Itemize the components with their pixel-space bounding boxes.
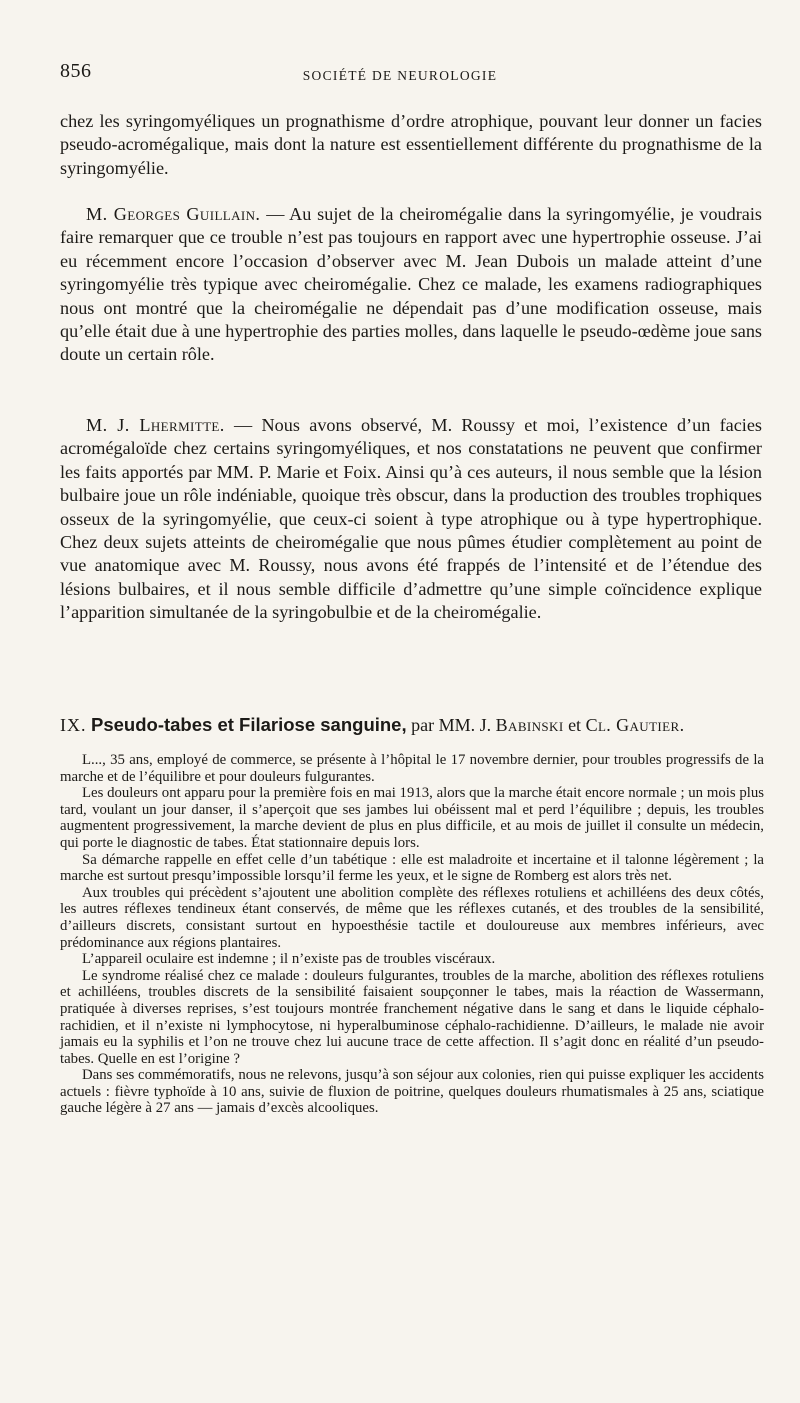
- page-number: 856: [60, 60, 92, 82]
- section-number: IX.: [60, 715, 87, 735]
- case-paragraph: Le syndrome réalisé chez ce malade : douleurs fulgurantes, troubles de la marche, abolition des réflexes rotuliens et achilléens, troubles discrets de la sensibilité faisaient soupçonner le tabes, mais la réaction de Wassermann, pratiquée à diverses reprises, s’est toujours montrée franchement négative dans le sang et dans le liquide céphalo-rachidien, et il n’existe ni lymphocytose, ni hyperalbuminose céphalo-rachidienne. D’ailleurs, le malade nie avoir jamais eu la syphilis et l’on ne trouve chez lui aucune trace de cette affection. Il s’agit donc en réalité d’un pseudo-tabes. Quelle en est l’origine ?: [60, 967, 764, 1067]
- section-heading: [60, 713, 764, 737]
- paragraph-lhermitte: [60, 414, 762, 625]
- case-paragraph: Dans ses commémoratifs, nous ne relevons, jusqu’à son séjour aux colonies, rien qui puisse expliquer les accidents actuels : fièvre typhoïde à 10 ans, suivie de fluxion de poitrine, quelques douleurs rhumatismales à 25 ans, sciatique gauche légère à 27 ans — jamais d’excès alcooliques.: [60, 1067, 764, 1117]
- author-name: Cl. Gautier.: [585, 715, 685, 735]
- paragraph-text: — Au sujet de la cheiromégalie dans la syringomyélie, je voudrais faire remarquer que ce trouble n’est pas toujours en rapport avec une hypertrophie osseuse. J’ai eu récemment encore l’occasion d’observer avec M. Jean Dubois un malade atteint d’une syringomyélie très typique avec cheiromégalie. Chez ce malade, les examens radiographiques nous ont montré que la cheiromégalie ne dépendait pas d’une modification osseuse, mais qu’elle était due à une hypertrophie des parties molles, dans laquelle le pseudo-œdème joue sans doute un certain rôle.: [60, 204, 762, 365]
- paragraph-guillain: [60, 203, 762, 367]
- running-title: SOCIÉTÉ DE NEUROLOGIE: [302, 68, 498, 83]
- speaker-name: M. J. Lhermitte.: [86, 415, 225, 435]
- paragraph-text: — Nous avons observé, M. Roussy et moi, l’existence d’un facies acromégaloïde chez certains syringomyéliques, et nos constatations ne peuvent que confirmer les faits apportés par MM. P. Marie et Foix. Ainsi qu’à ces auteurs, il nous semble que la lésion bulbaire joue un rôle indéniable, quoique très obscur, dans la production des troubles trophiques osseux de la syringomyélie, que ceux-ci soient à type atrophique ou à type hypertrophique. Chez deux sujets atteints de cheiromégalie que nous pûmes étudier complètement au point de vue anatomique avec M. Roussy, nous avons été frappés de l’intensité et de l’étendue des lésions bulbaires, et il nous semble difficile d’admettre qu’une simple coïncidence explique l’apparition simultanée de la syringobulbie et de la cheiromégalie.: [60, 415, 762, 623]
- case-paragraph: Sa démarche rappelle en effet celle d’un tabétique : elle est maladroite et incertaine et il talonne légèrement ; la marche est surtout presqu’impossible lorsqu’il ferme les yeux, et le signe de Romberg est alors très net.: [60, 851, 764, 885]
- paragraph-body: [60, 203, 762, 367]
- author-name: Babinski: [495, 715, 564, 735]
- case-paragraph: L..., 35 ans, employé de commerce, se présente à l’hôpital le 17 novembre dernier, pour troubles progressifs de la marche et de l’équilibre et pour douleurs fulgurantes.: [60, 752, 764, 785]
- byline-join: et: [568, 715, 582, 735]
- paragraph-body: [60, 414, 762, 625]
- byline-prefix: par MM. J.: [411, 715, 492, 735]
- section-title: Pseudo-tabes et Filariose sanguine,: [91, 714, 407, 735]
- case-paragraph: Aux troubles qui précèdent s’ajoutent une abolition complète des réflexes rotuliens et achilléens des deux côtés, les autres réflexes tendineux étant conservés, de même que les réflexes cutanés, et des troubles de la sensibilité, d’ailleurs discrets, consistant surtout en hypoesthésie tactile et douloureuse aux membres inférieurs, avec prédominance aux régions plantaires.: [60, 884, 764, 951]
- paragraph-text: chez les syringomyéliques un prognathisme d’ordre atrophique, pouvant leur donner un facies pseudo-acromégalique, mais dont la nature est essentiellement différente du prognathisme de la syringomyélie.: [60, 111, 762, 178]
- case-paragraph: Les douleurs ont apparu pour la première fois en mai 1913, alors que la marche était encore normale ; un mois plus tard, voulant un jour danser, il s’aperçoit que ses jambes lui obéissent mal et perd l’équilibre ; depuis, les troubles augmentent progressivement, la marche devient de plus en plus difficile, et au mois de juillet il consulte un médecin, qui porte le diagnostic de tabes. État stationnaire depuis lors.: [60, 785, 764, 851]
- speaker-name: M. Georges Guillain.: [86, 204, 261, 224]
- paragraph-continuation: [60, 110, 762, 180]
- case-report: [60, 752, 764, 1117]
- case-paragraph: L’appareil oculaire est indemne ; il n’existe pas de troubles viscéraux.: [82, 951, 496, 968]
